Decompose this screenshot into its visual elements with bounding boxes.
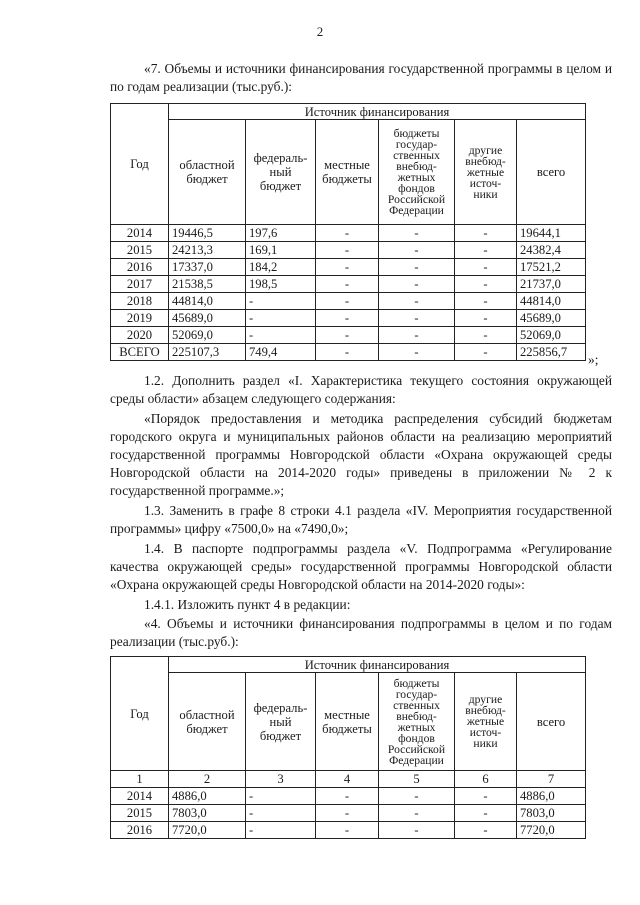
intro-section-7: «7. Объемы и источники финансирования государственной программы в целом и по годам реализации (тыс.руб.): bbox=[110, 61, 612, 94]
column-header: другие внебюд-жетные источ-ники bbox=[455, 120, 517, 225]
year-cell: 2014 bbox=[111, 788, 169, 805]
source-header: Источник финансирования bbox=[169, 104, 586, 120]
column-header: всего bbox=[517, 120, 586, 225]
value-cell: - bbox=[455, 242, 517, 259]
value-cell: 7803,0 bbox=[169, 805, 246, 822]
table-body bbox=[111, 225, 586, 361]
year-cell: 2015 bbox=[111, 805, 169, 822]
column-number: 7 bbox=[517, 771, 586, 788]
value-cell: - bbox=[455, 327, 517, 344]
table-row bbox=[111, 276, 586, 293]
column-header: бюджеты государ-ственных внебюд-жетных фондов Российской Федерации bbox=[379, 673, 455, 771]
value-cell: 7803,0 bbox=[517, 805, 586, 822]
year-header: Год bbox=[111, 104, 169, 225]
year-cell: ВСЕГО bbox=[111, 344, 169, 361]
value-cell: - bbox=[379, 310, 455, 327]
table-row bbox=[111, 805, 586, 822]
value-cell: - bbox=[316, 327, 379, 344]
value-cell: - bbox=[379, 805, 455, 822]
value-cell: - bbox=[316, 225, 379, 242]
value-cell: - bbox=[455, 805, 517, 822]
table-row bbox=[111, 242, 586, 259]
value-cell: 45689,0 bbox=[517, 310, 586, 327]
value-cell: - bbox=[316, 822, 379, 839]
table-body bbox=[111, 771, 586, 839]
table-row bbox=[111, 259, 586, 276]
value-cell: - bbox=[455, 310, 517, 327]
value-cell: - bbox=[246, 822, 316, 839]
column-header: другие внебюд-жетные источ-ники bbox=[455, 673, 517, 771]
value-cell: 17521,2 bbox=[517, 259, 586, 276]
year-header: Год bbox=[111, 657, 169, 771]
column-header: местные бюджеты bbox=[316, 673, 379, 771]
table-row bbox=[111, 293, 586, 310]
value-cell: 44814,0 bbox=[517, 293, 586, 310]
value-cell: - bbox=[379, 276, 455, 293]
paragraph-quote: «Порядок предоставления и методика распределения субсидий бюджетам городского округа и муниципальных районов области на реализацию мероприятий государственной программы Новгородской области «Охрана окружающей среды Новгородской области на 2014-2020 годы» приведены в приложении № 2 к государственной программе.»; bbox=[110, 411, 612, 498]
value-cell: 52069,0 bbox=[517, 327, 586, 344]
column-number: 2 bbox=[169, 771, 246, 788]
column-header: всего bbox=[517, 673, 586, 771]
value-cell: - bbox=[316, 259, 379, 276]
column-header: областной бюджет bbox=[169, 120, 246, 225]
value-cell: - bbox=[246, 327, 316, 344]
page-number: 2 bbox=[316, 24, 324, 39]
intro-section-4: «4. Объемы и источники финансирования подпрограммы в целом и по годам реализации (тыс.руб.): bbox=[110, 616, 612, 649]
value-cell: - bbox=[379, 225, 455, 242]
value-cell: 24213,3 bbox=[169, 242, 246, 259]
value-cell: - bbox=[455, 259, 517, 276]
value-cell: - bbox=[379, 327, 455, 344]
column-number: 6 bbox=[455, 771, 517, 788]
value-cell: - bbox=[379, 259, 455, 276]
value-cell: 17337,0 bbox=[169, 259, 246, 276]
value-cell: 225856,7 bbox=[517, 344, 586, 361]
value-cell: 21737,0 bbox=[517, 276, 586, 293]
table-row bbox=[111, 310, 586, 327]
year-cell: 2016 bbox=[111, 822, 169, 839]
value-cell: - bbox=[316, 276, 379, 293]
column-number: 3 bbox=[246, 771, 316, 788]
table-row bbox=[111, 344, 586, 361]
value-cell: 7720,0 bbox=[517, 822, 586, 839]
value-cell: - bbox=[379, 788, 455, 805]
year-cell: 2018 bbox=[111, 293, 169, 310]
value-cell: 225107,3 bbox=[169, 344, 246, 361]
value-cell: 749,4 bbox=[246, 344, 316, 361]
value-cell: 52069,0 bbox=[169, 327, 246, 344]
value-cell: - bbox=[316, 310, 379, 327]
value-cell: - bbox=[379, 344, 455, 361]
value-cell: - bbox=[455, 344, 517, 361]
value-cell: - bbox=[246, 805, 316, 822]
table-row bbox=[111, 822, 586, 839]
column-header: федераль-ный бюджет bbox=[246, 120, 316, 225]
paragraph-1-4: 1.4. В паспорте подпрограммы раздела «V. Подпрограмма «Регулирование качества окружающей среды» государственной программы Новгородской области «Охрана окружающей среды Новгородской области на 2014-2020 годы»: bbox=[110, 541, 612, 592]
value-cell: - bbox=[455, 225, 517, 242]
value-cell: - bbox=[316, 805, 379, 822]
value-cell: 19644,1 bbox=[517, 225, 586, 242]
value-cell: - bbox=[316, 788, 379, 805]
value-cell: - bbox=[316, 344, 379, 361]
value-cell: 44814,0 bbox=[169, 293, 246, 310]
table-row bbox=[111, 225, 586, 242]
value-cell: - bbox=[246, 310, 316, 327]
financing-table-program bbox=[110, 103, 586, 361]
value-cell: 169,1 bbox=[246, 242, 316, 259]
value-cell: - bbox=[246, 293, 316, 310]
value-cell: 19446,5 bbox=[169, 225, 246, 242]
value-cell: - bbox=[316, 293, 379, 310]
value-cell: - bbox=[455, 788, 517, 805]
paragraph-1-2: 1.2. Дополнить раздел «I. Характеристика текущего состояния окружающей среды области» абзацем следующего содержания: bbox=[110, 373, 612, 406]
column-header: бюджеты государ-ственных внебюд-жетных фондов Российской Федерации bbox=[379, 120, 455, 225]
table-row bbox=[111, 327, 586, 344]
column-header: местные бюджеты bbox=[316, 120, 379, 225]
value-cell: 4886,0 bbox=[517, 788, 586, 805]
value-cell: - bbox=[455, 822, 517, 839]
value-cell: 184,2 bbox=[246, 259, 316, 276]
value-cell: - bbox=[379, 822, 455, 839]
source-header: Источник финансирования bbox=[169, 657, 586, 673]
year-cell: 2014 bbox=[111, 225, 169, 242]
column-header: областной бюджет bbox=[169, 673, 246, 771]
table-closing-mark: »; bbox=[588, 352, 599, 367]
value-cell: 45689,0 bbox=[169, 310, 246, 327]
table-row bbox=[111, 788, 586, 805]
value-cell: - bbox=[455, 276, 517, 293]
paragraph-1-3: 1.3. Заменить в графе 8 строки 4.1 раздела «IV. Мероприятия государственной программы» цифру «7500,0» на «7490,0»; bbox=[110, 503, 612, 536]
year-cell: 2019 bbox=[111, 310, 169, 327]
value-cell: 197,6 bbox=[246, 225, 316, 242]
value-cell: - bbox=[316, 242, 379, 259]
year-cell: 2017 bbox=[111, 276, 169, 293]
column-number: 4 bbox=[316, 771, 379, 788]
column-header: федераль-ный бюджет bbox=[246, 673, 316, 771]
column-number-row bbox=[111, 771, 586, 788]
column-number: 1 bbox=[111, 771, 169, 788]
financing-table-subprogram bbox=[110, 656, 586, 839]
value-cell: 24382,4 bbox=[517, 242, 586, 259]
value-cell: - bbox=[379, 293, 455, 310]
year-cell: 2016 bbox=[111, 259, 169, 276]
year-cell: 2015 bbox=[111, 242, 169, 259]
value-cell: 7720,0 bbox=[169, 822, 246, 839]
value-cell: - bbox=[379, 242, 455, 259]
value-cell: - bbox=[455, 293, 517, 310]
value-cell: 198,5 bbox=[246, 276, 316, 293]
column-number: 5 bbox=[379, 771, 455, 788]
value-cell: 21538,5 bbox=[169, 276, 246, 293]
paragraph-1-4-1: 1.4.1. Изложить пункт 4 в редакции: bbox=[144, 597, 351, 612]
value-cell: 4886,0 bbox=[169, 788, 246, 805]
value-cell: - bbox=[246, 788, 316, 805]
year-cell: 2020 bbox=[111, 327, 169, 344]
